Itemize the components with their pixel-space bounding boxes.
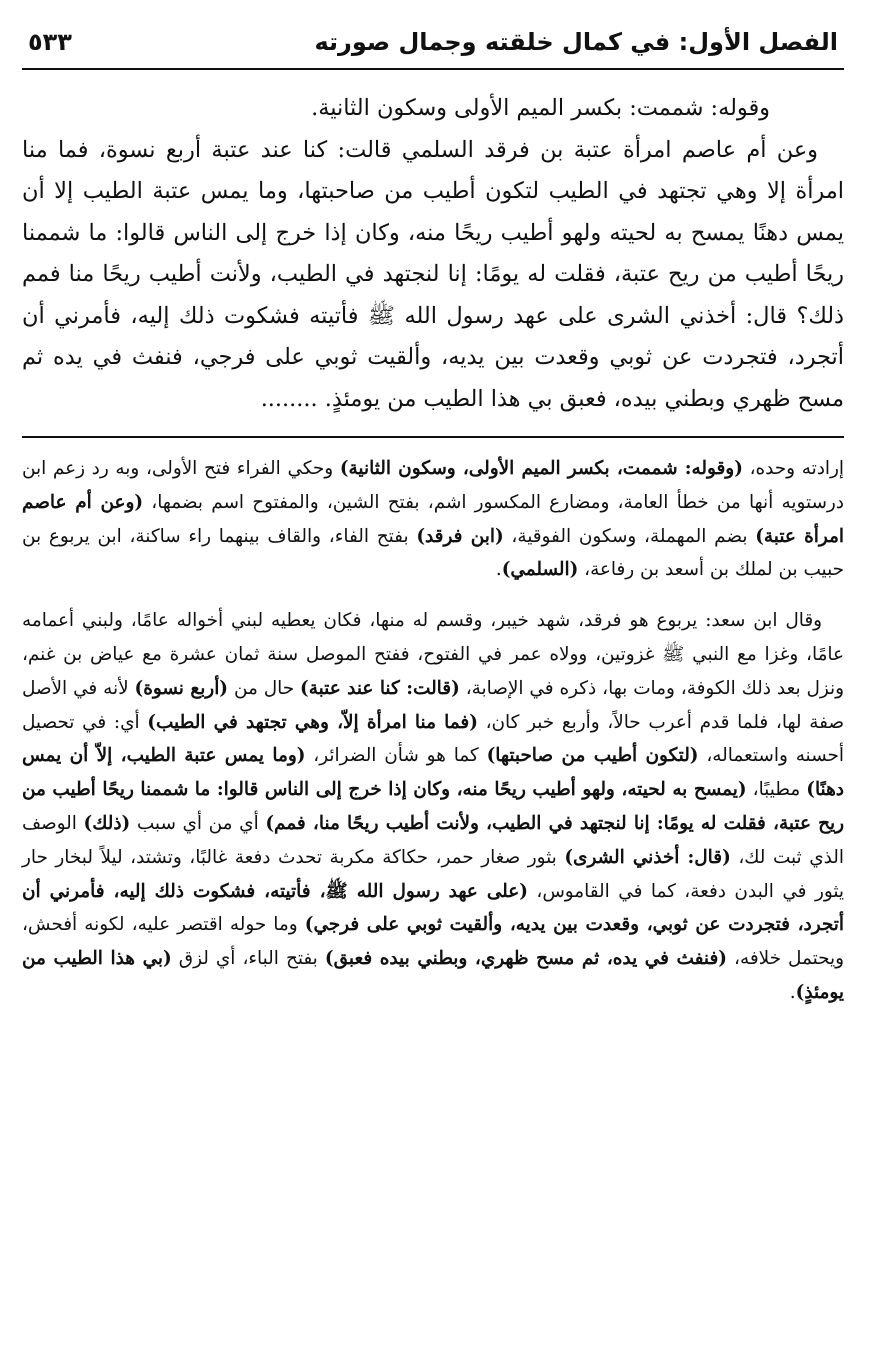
quoted-text: (على عهد رسول الله ﷺ، فأتيته، فشكوت ذلك إليه، فأمرني أن أتجرد، فتجردت عن ثوبي، وقعدت بين يديه، وألقيت ثوبي على فرجي): [22, 880, 844, 936]
main-paragraph-2: وعن أم عاصم امرأة عتبة بن فرقد السلمي قالت: كنا عند عتبة أربع نسوة، فما منا امرأة إلا وهي تجتهد في الطيب لتكون أطيب من صاحبتها، وما يمس عتبة الطيب إلا أن يمس دهنًا يمسح به لحيته ولهو أطيب ريحًا منه، وكان إذا خرج إلى الناس قالوا: ما شممنا ريحًا أطيب من ريح عتبة، فقلت له يومًا: إنا لنجتهد في الطيب، ولأنت أطيب ريحًا منا فمم ذلك؟ قال: أخذني الشرى على عهد رسول الله ﷺ فأتيته فشكوت ذلك إليه، فأمرني أن أتجرد، فتجردت عن ثوبي وقعدت بين يديه، وألقيت ثوبي على فرجي، فنفث في يده ثم مسح ظهري وبطني بيده، فعبق بي هذا الطيب من يومئذٍ. ........: [22, 136, 844, 412]
quoted-text: (السلمي): [501, 559, 579, 581]
commentary-text: .: [495, 559, 502, 581]
commentary-text: بضم المهملة، وسكون الفوقية،: [503, 525, 756, 547]
commentary-paragraph-1: [22, 452, 844, 587]
quoted-text: (فما منا امرأة إلاّ، وهي تجتهد في الطيب): [147, 711, 478, 733]
commentary-text: لأنه في الأصل صفة لها، فلما قدم أعرب حالاً، وأربع خبر كان،: [22, 677, 844, 733]
commentary-text: الوصف الذي ثبت لك،: [22, 812, 844, 868]
quoted-text: (بي هذا الطيب من يومئذٍ): [22, 948, 844, 1003]
commentary-text: .: [789, 981, 796, 1003]
commentary-text: بفتح الفاء، والقاف بينهما راء ساكنة، ابن يربوع بن حبيب بن لملك بن أسعد بن رفاعة،: [22, 525, 844, 581]
commentary-text: مطيبًا،: [746, 779, 807, 801]
quoted-text: (ابن فرقد): [416, 525, 504, 547]
quoted-text: (وعن أم عاصم امرأة عتبة): [22, 491, 845, 547]
commentary-text: حال من: [228, 677, 301, 699]
quoted-text: (فنفث في يده، ثم مسح ظهري، وبطني بيده فعبق): [324, 948, 727, 970]
commentary-paragraph-2: [22, 604, 844, 1010]
commentary-text: وما حوله اقتصر عليه، لكونه أفحش، ويحتمل خلافه،: [22, 914, 845, 970]
book-page: [22, 28, 844, 1010]
commentary-text: إرادته وحده،: [742, 458, 844, 479]
commentary-text: بثور صغار حمر، حكاكة مكربة تحدث دفعة غالبًا، وتشتد، ليلاً لبخار حار يثور في البدن دفعة، كما في القاموس،: [22, 846, 844, 902]
commentary-text: وقال ابن سعد: يربوع هو فرقد، شهد خيبر، وقسم له منها، فكان يعطيه لبني أخواله عامًا، ولبني أعمامه عامًا، وغزا مع النبي ﷺ غزوتين، وولاه عمر في الفتوح، ففتح الموصل سنة ثمان عشرة مع عياض بن غنم، ونزل بعد ذلك الكوفة، ومات بها، ذكره في الإصابة،: [22, 610, 845, 699]
footnote-divider: [22, 436, 844, 438]
running-header: [22, 28, 844, 70]
quoted-text: (قالت: كنا عند عتبة): [300, 677, 460, 699]
commentary-text: بفتح الباء، أي لزق: [171, 948, 325, 970]
commentary-text: وحكي الفراء فتح الأولى، وبه رد زعم ابن درستويه أنها من خطأ العامة، ومضارع المكسور اشم، بفتح الشين، والمفتوح اسم بضمها،: [22, 458, 844, 513]
quoted-text: (وقوله: شممت، بكسر الميم الأولى، وسكون الثانية): [339, 458, 743, 479]
page-number: ٥٣٣: [28, 28, 72, 56]
commentary-text: أي: في تحصيل أحسنه واستعماله،: [22, 711, 844, 767]
commentary-text: كما هو شأن الضرائر،: [305, 745, 487, 767]
quoted-text: (يمسح به لحيته، ولهو أطيب ريحًا منه، وكان إذا خرج إلى الناس قالوا: ما شممنا ريحًا أطيب من ريح عتبة، فقلت له يومًا: إنا لنجتهد في الطيب، ولأنت أطيب ريحًا منا، فمم): [22, 779, 844, 834]
commentary: [22, 452, 844, 1010]
main-text: [22, 70, 844, 420]
main-line-1: وقوله: شممت: بكسر الميم الأولى وسكون الثانية.: [311, 95, 770, 121]
quoted-text: (ذلك): [83, 812, 131, 834]
quoted-text: (وما يمس عتبة الطيب، إلاّ أن يمس دهنًا): [22, 745, 844, 801]
chapter-title: الفصل الأول: في كمال خلقته وجمال صورته: [314, 28, 838, 56]
quoted-text: (لتكون أطيب من صاحبتها): [486, 745, 699, 767]
quoted-text: (أربع نسوة): [134, 677, 229, 699]
quoted-text: (قال: أخذني الشرى): [564, 846, 731, 868]
commentary-text: أي من أي سبب: [130, 812, 266, 834]
